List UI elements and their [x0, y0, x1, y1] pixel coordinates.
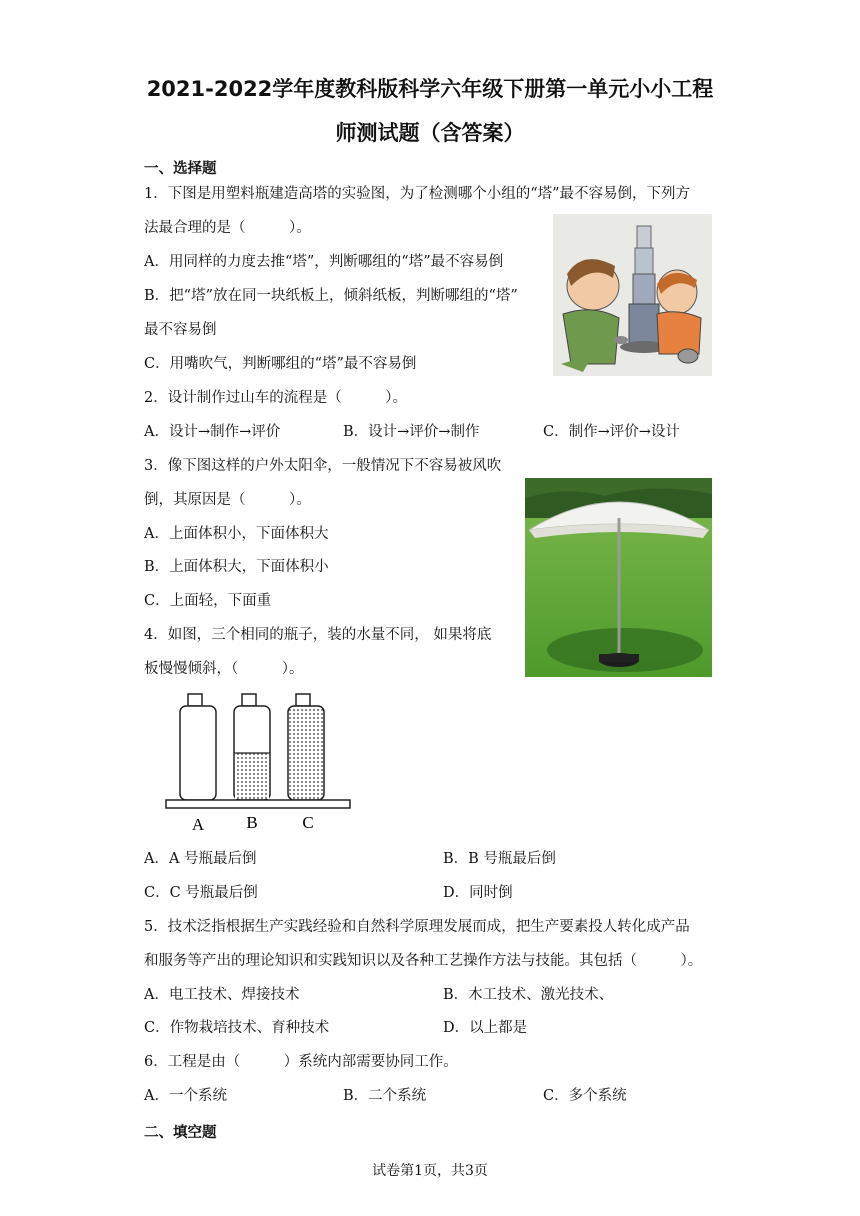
- q3-stem-line1: 3．像下图这样的户外太阳伞，一般情况下不容易被风吹: [144, 458, 502, 474]
- q2-option-b: B．设计→评价→制作: [343, 424, 480, 440]
- q4-stem-line1: 4．如图，三个相同的瓶子，装的水量不同， 如果将底: [144, 627, 492, 643]
- q4-option-b: B．B 号瓶最后倒: [443, 851, 556, 867]
- page-title-line1: 2021-2022学年度教科版科学六年级下册第一单元小小工程: [146, 77, 714, 101]
- q4-option-c: C．C 号瓶最后倒: [144, 885, 258, 901]
- bottle-tower-illustration: [553, 214, 712, 376]
- three-bottles-figure: [160, 688, 360, 836]
- q5-stem-line2: 和服务等产出的理论知识和实践知识以及各种工艺操作方法与技能。其包括（ ）。: [144, 953, 703, 969]
- q2-option-a: A．设计→制作→评价: [144, 424, 281, 440]
- q1-option-b-line2: 最不容易倒: [144, 322, 217, 338]
- bottle-c: [288, 694, 324, 800]
- q3-stem-line2: 倒，其原因是（ ）。: [144, 492, 311, 508]
- q4-option-d: D．同时倒: [443, 885, 513, 901]
- section-heading-fill: 二、填空题: [144, 1125, 217, 1141]
- q1-stem-line2: 法最合理的是（ ）。: [144, 220, 311, 236]
- q1-option-a: A．用同样的力度去推“塔”，判断哪组的“塔”最不容易倒: [144, 254, 504, 270]
- q2-option-c: C．制作→评价→设计: [543, 424, 680, 440]
- page-title-line2: 师测试题（含答案）: [335, 121, 525, 145]
- q6-option-c: C．多个系统: [543, 1088, 627, 1104]
- umbrella-drawing: [525, 478, 712, 677]
- section-heading-choice: 一、选择题: [144, 161, 217, 177]
- q6-option-a: A．一个系统: [144, 1088, 227, 1104]
- q6-option-b: B．二个系统: [343, 1088, 427, 1104]
- q5-option-c: C．作物栽培技术、育种技术: [144, 1020, 330, 1036]
- q3-option-c: C．上面轻，下面重: [144, 593, 272, 609]
- q5-option-d: D．以上都是: [443, 1020, 528, 1036]
- q1-option-c: C．用嘴吹气，判断哪组的“塔”最不容易倒: [144, 356, 417, 372]
- bottle-tower-drawing: [553, 214, 712, 376]
- bottle-label-a: A: [191, 815, 205, 834]
- q5-option-b: B．木工技术、激光技术、: [443, 987, 614, 1003]
- q4-option-a: A．A 号瓶最后倒: [144, 851, 257, 867]
- bottle-a: [180, 694, 216, 800]
- q3-option-b: B．上面体积大，下面体积小: [144, 559, 329, 575]
- q3-option-a: A．上面体积小，下面体积大: [144, 526, 329, 542]
- q4-stem-line2: 板慢慢倾斜，（ ）。: [144, 661, 304, 677]
- page-footer: 试卷第1页，共3页: [372, 1163, 488, 1179]
- q6-stem: 6．工程是由（ ）系统内部需要协同工作。: [144, 1054, 458, 1070]
- q1-option-b-line1: B．把“塔”放在同一块纸板上，倾斜纸板，判断哪组的“塔”: [144, 288, 518, 304]
- bottle-b: [234, 694, 270, 800]
- q2-stem: 2．设计制作过山车的流程是（ ）。: [144, 390, 407, 406]
- q5-stem-line1: 5．技术泛指根据生产实践经验和自然科学原理发展而成，把生产要素投人转化成产品: [144, 919, 690, 935]
- bottle-label-c: C: [302, 813, 314, 832]
- bottle-label-b: B: [246, 813, 258, 832]
- tilt-board: [166, 800, 350, 808]
- q1-stem-line1: 1．下图是用塑料瓶建造高塔的实验图，为了检测哪个小组的“塔”最不容易倒，下列方: [144, 186, 691, 202]
- q5-option-a: A．电工技术、焊接技术: [144, 987, 300, 1003]
- umbrella-photo: [525, 478, 712, 677]
